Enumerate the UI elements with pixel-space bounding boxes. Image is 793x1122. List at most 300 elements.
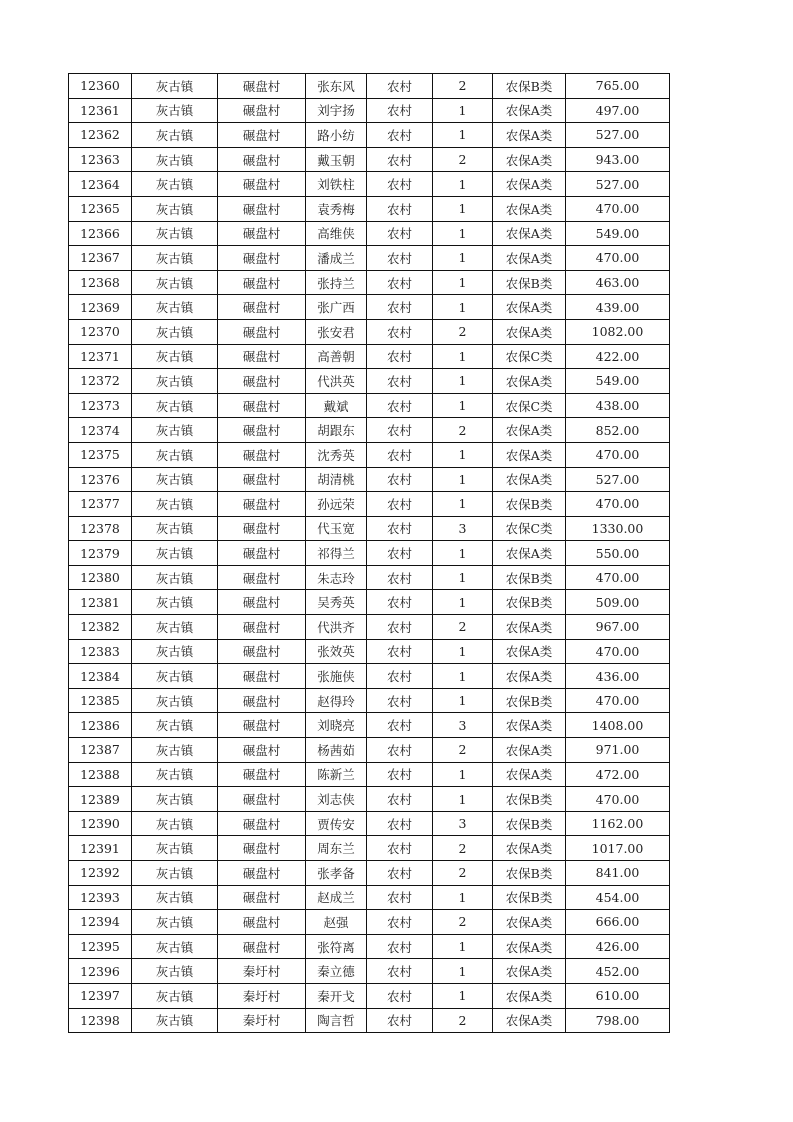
household-type-cell: 农村 bbox=[367, 811, 433, 836]
town-cell: 灰古镇 bbox=[132, 811, 218, 836]
table-row bbox=[69, 442, 670, 467]
member-count-cell: 1 bbox=[433, 541, 493, 566]
amount-cell: 943.00 bbox=[566, 147, 670, 172]
town-cell: 灰古镇 bbox=[132, 565, 218, 590]
row-id-cell: 12396 bbox=[69, 959, 132, 984]
insurance-category-cell: 农保B类 bbox=[493, 270, 566, 295]
person-name-cell: 赵成兰 bbox=[306, 885, 367, 910]
table-row bbox=[69, 590, 670, 615]
member-count-cell: 2 bbox=[433, 910, 493, 935]
person-name-cell: 赵强 bbox=[306, 910, 367, 935]
household-type-cell: 农村 bbox=[367, 74, 433, 99]
amount-cell: 549.00 bbox=[566, 369, 670, 394]
household-type-cell: 农村 bbox=[367, 615, 433, 640]
insurance-category-cell: 农保B类 bbox=[493, 492, 566, 517]
insurance-category-cell: 农保A类 bbox=[493, 762, 566, 787]
row-id-cell: 12376 bbox=[69, 467, 132, 492]
amount-cell: 439.00 bbox=[566, 295, 670, 320]
table-row bbox=[69, 344, 670, 369]
person-name-cell: 刘宇扬 bbox=[306, 98, 367, 123]
person-name-cell: 刘晓亮 bbox=[306, 713, 367, 738]
row-id-cell: 12387 bbox=[69, 738, 132, 763]
table-row bbox=[69, 98, 670, 123]
insurance-category-cell: 农保A类 bbox=[493, 369, 566, 394]
person-name-cell: 张东风 bbox=[306, 74, 367, 99]
insurance-category-cell: 农保C类 bbox=[493, 344, 566, 369]
row-id-cell: 12384 bbox=[69, 664, 132, 689]
table-row bbox=[69, 418, 670, 443]
table-row bbox=[69, 615, 670, 640]
town-cell: 灰古镇 bbox=[132, 369, 218, 394]
row-id-cell: 12378 bbox=[69, 516, 132, 541]
member-count-cell: 1 bbox=[433, 565, 493, 590]
household-type-cell: 农村 bbox=[367, 910, 433, 935]
member-count-cell: 1 bbox=[433, 467, 493, 492]
table-row bbox=[69, 369, 670, 394]
amount-cell: 470.00 bbox=[566, 196, 670, 221]
town-cell: 灰古镇 bbox=[132, 270, 218, 295]
town-cell: 灰古镇 bbox=[132, 861, 218, 886]
member-count-cell: 1 bbox=[433, 344, 493, 369]
member-count-cell: 1 bbox=[433, 934, 493, 959]
row-id-cell: 12374 bbox=[69, 418, 132, 443]
insurance-category-cell: 农保A类 bbox=[493, 713, 566, 738]
row-id-cell: 12394 bbox=[69, 910, 132, 935]
table-row bbox=[69, 270, 670, 295]
person-name-cell: 张持兰 bbox=[306, 270, 367, 295]
village-cell: 碾盘村 bbox=[218, 172, 306, 197]
amount-cell: 527.00 bbox=[566, 172, 670, 197]
table-row bbox=[69, 1008, 670, 1033]
member-count-cell: 2 bbox=[433, 147, 493, 172]
household-type-cell: 农村 bbox=[367, 270, 433, 295]
row-id-cell: 12369 bbox=[69, 295, 132, 320]
village-cell: 碾盘村 bbox=[218, 221, 306, 246]
insurance-category-cell: 农保B类 bbox=[493, 861, 566, 886]
person-name-cell: 张安君 bbox=[306, 319, 367, 344]
member-count-cell: 1 bbox=[433, 492, 493, 517]
village-cell: 碾盘村 bbox=[218, 885, 306, 910]
household-type-cell: 农村 bbox=[367, 393, 433, 418]
insurance-category-cell: 农保B类 bbox=[493, 565, 566, 590]
town-cell: 灰古镇 bbox=[132, 221, 218, 246]
household-type-cell: 农村 bbox=[367, 492, 433, 517]
amount-cell: 438.00 bbox=[566, 393, 670, 418]
village-cell: 碾盘村 bbox=[218, 861, 306, 886]
table-row bbox=[69, 319, 670, 344]
town-cell: 灰古镇 bbox=[132, 590, 218, 615]
village-cell: 碾盘村 bbox=[218, 516, 306, 541]
row-id-cell: 12381 bbox=[69, 590, 132, 615]
person-name-cell: 刘铁柱 bbox=[306, 172, 367, 197]
insurance-category-cell: 农保B类 bbox=[493, 74, 566, 99]
member-count-cell: 2 bbox=[433, 319, 493, 344]
row-id-cell: 12366 bbox=[69, 221, 132, 246]
village-cell: 碾盘村 bbox=[218, 565, 306, 590]
village-cell: 碾盘村 bbox=[218, 639, 306, 664]
table-row bbox=[69, 664, 670, 689]
village-cell: 碾盘村 bbox=[218, 664, 306, 689]
member-count-cell: 2 bbox=[433, 418, 493, 443]
town-cell: 灰古镇 bbox=[132, 196, 218, 221]
row-id-cell: 12364 bbox=[69, 172, 132, 197]
person-name-cell: 袁秀梅 bbox=[306, 196, 367, 221]
member-count-cell: 2 bbox=[433, 738, 493, 763]
town-cell: 灰古镇 bbox=[132, 688, 218, 713]
household-type-cell: 农村 bbox=[367, 147, 433, 172]
insurance-category-cell: 农保A类 bbox=[493, 615, 566, 640]
amount-cell: 527.00 bbox=[566, 123, 670, 148]
row-id-cell: 12397 bbox=[69, 983, 132, 1008]
town-cell: 灰古镇 bbox=[132, 393, 218, 418]
table-row bbox=[69, 172, 670, 197]
town-cell: 灰古镇 bbox=[132, 836, 218, 861]
member-count-cell: 1 bbox=[433, 590, 493, 615]
row-id-cell: 12392 bbox=[69, 861, 132, 886]
person-name-cell: 潘成兰 bbox=[306, 246, 367, 271]
village-cell: 碾盘村 bbox=[218, 196, 306, 221]
village-cell: 碾盘村 bbox=[218, 74, 306, 99]
person-name-cell: 朱志玲 bbox=[306, 565, 367, 590]
household-type-cell: 农村 bbox=[367, 172, 433, 197]
row-id-cell: 12388 bbox=[69, 762, 132, 787]
town-cell: 灰古镇 bbox=[132, 541, 218, 566]
person-name-cell: 代洪英 bbox=[306, 369, 367, 394]
insurance-category-cell: 农保A类 bbox=[493, 738, 566, 763]
town-cell: 灰古镇 bbox=[132, 787, 218, 812]
village-cell: 碾盘村 bbox=[218, 467, 306, 492]
amount-cell: 509.00 bbox=[566, 590, 670, 615]
town-cell: 灰古镇 bbox=[132, 762, 218, 787]
insurance-category-cell: 农保A类 bbox=[493, 442, 566, 467]
member-count-cell: 1 bbox=[433, 787, 493, 812]
amount-cell: 610.00 bbox=[566, 983, 670, 1008]
town-cell: 灰古镇 bbox=[132, 172, 218, 197]
insurance-category-cell: 农保A类 bbox=[493, 418, 566, 443]
household-type-cell: 农村 bbox=[367, 590, 433, 615]
household-type-cell: 农村 bbox=[367, 516, 433, 541]
row-id-cell: 12385 bbox=[69, 688, 132, 713]
member-count-cell: 1 bbox=[433, 172, 493, 197]
amount-cell: 470.00 bbox=[566, 565, 670, 590]
amount-cell: 841.00 bbox=[566, 861, 670, 886]
member-count-cell: 1 bbox=[433, 762, 493, 787]
row-id-cell: 12377 bbox=[69, 492, 132, 517]
village-cell: 碾盘村 bbox=[218, 442, 306, 467]
household-type-cell: 农村 bbox=[367, 787, 433, 812]
person-name-cell: 胡跟东 bbox=[306, 418, 367, 443]
insurance-category-cell: 农保A类 bbox=[493, 1008, 566, 1033]
table-row bbox=[69, 762, 670, 787]
insurance-category-cell: 农保A类 bbox=[493, 541, 566, 566]
member-count-cell: 1 bbox=[433, 639, 493, 664]
row-id-cell: 12386 bbox=[69, 713, 132, 738]
amount-cell: 527.00 bbox=[566, 467, 670, 492]
household-type-cell: 农村 bbox=[367, 246, 433, 271]
table-row bbox=[69, 836, 670, 861]
household-type-cell: 农村 bbox=[367, 442, 433, 467]
amount-cell: 1082.00 bbox=[566, 319, 670, 344]
amount-cell: 765.00 bbox=[566, 74, 670, 99]
insurance-category-cell: 农保A类 bbox=[493, 246, 566, 271]
row-id-cell: 12365 bbox=[69, 196, 132, 221]
table-row bbox=[69, 639, 670, 664]
table-row bbox=[69, 787, 670, 812]
amount-cell: 497.00 bbox=[566, 98, 670, 123]
person-name-cell: 祁得兰 bbox=[306, 541, 367, 566]
town-cell: 灰古镇 bbox=[132, 639, 218, 664]
table-row bbox=[69, 393, 670, 418]
household-type-cell: 农村 bbox=[367, 418, 433, 443]
member-count-cell: 1 bbox=[433, 221, 493, 246]
row-id-cell: 12390 bbox=[69, 811, 132, 836]
person-name-cell: 秦立德 bbox=[306, 959, 367, 984]
household-type-cell: 农村 bbox=[367, 934, 433, 959]
insurance-category-cell: 农保A类 bbox=[493, 221, 566, 246]
town-cell: 灰古镇 bbox=[132, 934, 218, 959]
insurance-category-cell: 农保B类 bbox=[493, 885, 566, 910]
amount-cell: 436.00 bbox=[566, 664, 670, 689]
row-id-cell: 12398 bbox=[69, 1008, 132, 1033]
amount-cell: 463.00 bbox=[566, 270, 670, 295]
amount-cell: 470.00 bbox=[566, 688, 670, 713]
town-cell: 灰古镇 bbox=[132, 516, 218, 541]
person-name-cell: 周东兰 bbox=[306, 836, 367, 861]
amount-cell: 470.00 bbox=[566, 639, 670, 664]
household-type-cell: 农村 bbox=[367, 369, 433, 394]
row-id-cell: 12371 bbox=[69, 344, 132, 369]
person-name-cell: 陈新兰 bbox=[306, 762, 367, 787]
member-count-cell: 2 bbox=[433, 615, 493, 640]
person-name-cell: 张符离 bbox=[306, 934, 367, 959]
table-row bbox=[69, 885, 670, 910]
village-cell: 碾盘村 bbox=[218, 541, 306, 566]
person-name-cell: 高维侠 bbox=[306, 221, 367, 246]
subsidy-table bbox=[68, 73, 670, 1033]
household-type-cell: 农村 bbox=[367, 344, 433, 369]
household-type-cell: 农村 bbox=[367, 713, 433, 738]
village-cell: 碾盘村 bbox=[218, 836, 306, 861]
member-count-cell: 1 bbox=[433, 98, 493, 123]
town-cell: 灰古镇 bbox=[132, 664, 218, 689]
insurance-category-cell: 农保A类 bbox=[493, 98, 566, 123]
member-count-cell: 1 bbox=[433, 688, 493, 713]
member-count-cell: 1 bbox=[433, 123, 493, 148]
member-count-cell: 1 bbox=[433, 664, 493, 689]
table-row bbox=[69, 516, 670, 541]
member-count-cell: 2 bbox=[433, 74, 493, 99]
amount-cell: 470.00 bbox=[566, 246, 670, 271]
town-cell: 灰古镇 bbox=[132, 983, 218, 1008]
person-name-cell: 贾传安 bbox=[306, 811, 367, 836]
table-row bbox=[69, 492, 670, 517]
town-cell: 灰古镇 bbox=[132, 123, 218, 148]
row-id-cell: 12372 bbox=[69, 369, 132, 394]
household-type-cell: 农村 bbox=[367, 836, 433, 861]
insurance-category-cell: 农保A类 bbox=[493, 196, 566, 221]
amount-cell: 422.00 bbox=[566, 344, 670, 369]
town-cell: 灰古镇 bbox=[132, 885, 218, 910]
member-count-cell: 3 bbox=[433, 811, 493, 836]
person-name-cell: 吴秀英 bbox=[306, 590, 367, 615]
person-name-cell: 张施侠 bbox=[306, 664, 367, 689]
household-type-cell: 农村 bbox=[367, 1008, 433, 1033]
village-cell: 碾盘村 bbox=[218, 147, 306, 172]
insurance-category-cell: 农保A类 bbox=[493, 319, 566, 344]
insurance-category-cell: 农保C类 bbox=[493, 393, 566, 418]
person-name-cell: 戴斌 bbox=[306, 393, 367, 418]
household-type-cell: 农村 bbox=[367, 738, 433, 763]
member-count-cell: 3 bbox=[433, 713, 493, 738]
person-name-cell: 张效英 bbox=[306, 639, 367, 664]
amount-cell: 470.00 bbox=[566, 492, 670, 517]
household-type-cell: 农村 bbox=[367, 467, 433, 492]
table-row bbox=[69, 934, 670, 959]
household-type-cell: 农村 bbox=[367, 639, 433, 664]
row-id-cell: 12380 bbox=[69, 565, 132, 590]
village-cell: 碾盘村 bbox=[218, 688, 306, 713]
amount-cell: 470.00 bbox=[566, 787, 670, 812]
row-id-cell: 12395 bbox=[69, 934, 132, 959]
town-cell: 灰古镇 bbox=[132, 713, 218, 738]
town-cell: 灰古镇 bbox=[132, 910, 218, 935]
insurance-category-cell: 农保A类 bbox=[493, 172, 566, 197]
row-id-cell: 12389 bbox=[69, 787, 132, 812]
insurance-category-cell: 农保B类 bbox=[493, 688, 566, 713]
table-row bbox=[69, 74, 670, 99]
household-type-cell: 农村 bbox=[367, 861, 433, 886]
table-row bbox=[69, 565, 670, 590]
insurance-category-cell: 农保A类 bbox=[493, 959, 566, 984]
village-cell: 秦圩村 bbox=[218, 959, 306, 984]
town-cell: 灰古镇 bbox=[132, 1008, 218, 1033]
person-name-cell: 代洪齐 bbox=[306, 615, 367, 640]
town-cell: 灰古镇 bbox=[132, 442, 218, 467]
table-row bbox=[69, 246, 670, 271]
table-row bbox=[69, 147, 670, 172]
household-type-cell: 农村 bbox=[367, 983, 433, 1008]
amount-cell: 852.00 bbox=[566, 418, 670, 443]
amount-cell: 470.00 bbox=[566, 442, 670, 467]
person-name-cell: 路小纺 bbox=[306, 123, 367, 148]
person-name-cell: 陶言哲 bbox=[306, 1008, 367, 1033]
person-name-cell: 赵得玲 bbox=[306, 688, 367, 713]
household-type-cell: 农村 bbox=[367, 319, 433, 344]
table-row bbox=[69, 738, 670, 763]
village-cell: 碾盘村 bbox=[218, 934, 306, 959]
insurance-category-cell: 农保B类 bbox=[493, 787, 566, 812]
town-cell: 灰古镇 bbox=[132, 246, 218, 271]
table-row bbox=[69, 688, 670, 713]
member-count-cell: 2 bbox=[433, 836, 493, 861]
member-count-cell: 1 bbox=[433, 246, 493, 271]
village-cell: 碾盘村 bbox=[218, 295, 306, 320]
amount-cell: 550.00 bbox=[566, 541, 670, 566]
household-type-cell: 农村 bbox=[367, 885, 433, 910]
household-type-cell: 农村 bbox=[367, 541, 433, 566]
town-cell: 灰古镇 bbox=[132, 492, 218, 517]
town-cell: 灰古镇 bbox=[132, 467, 218, 492]
member-count-cell: 1 bbox=[433, 295, 493, 320]
table-row bbox=[69, 196, 670, 221]
member-count-cell: 2 bbox=[433, 1008, 493, 1033]
amount-cell: 549.00 bbox=[566, 221, 670, 246]
person-name-cell: 张孝备 bbox=[306, 861, 367, 886]
person-name-cell: 孙远荣 bbox=[306, 492, 367, 517]
member-count-cell: 1 bbox=[433, 959, 493, 984]
amount-cell: 1017.00 bbox=[566, 836, 670, 861]
member-count-cell: 1 bbox=[433, 369, 493, 394]
village-cell: 碾盘村 bbox=[218, 787, 306, 812]
row-id-cell: 12362 bbox=[69, 123, 132, 148]
row-id-cell: 12383 bbox=[69, 639, 132, 664]
household-type-cell: 农村 bbox=[367, 664, 433, 689]
town-cell: 灰古镇 bbox=[132, 344, 218, 369]
row-id-cell: 12373 bbox=[69, 393, 132, 418]
member-count-cell: 1 bbox=[433, 983, 493, 1008]
person-name-cell: 刘志侠 bbox=[306, 787, 367, 812]
village-cell: 碾盘村 bbox=[218, 369, 306, 394]
village-cell: 碾盘村 bbox=[218, 123, 306, 148]
household-type-cell: 农村 bbox=[367, 123, 433, 148]
insurance-category-cell: 农保A类 bbox=[493, 910, 566, 935]
table-row bbox=[69, 123, 670, 148]
member-count-cell: 1 bbox=[433, 885, 493, 910]
row-id-cell: 12360 bbox=[69, 74, 132, 99]
household-type-cell: 农村 bbox=[367, 959, 433, 984]
table-row bbox=[69, 959, 670, 984]
town-cell: 灰古镇 bbox=[132, 738, 218, 763]
row-id-cell: 12367 bbox=[69, 246, 132, 271]
row-id-cell: 12361 bbox=[69, 98, 132, 123]
amount-cell: 971.00 bbox=[566, 738, 670, 763]
village-cell: 碾盘村 bbox=[218, 590, 306, 615]
village-cell: 碾盘村 bbox=[218, 738, 306, 763]
row-id-cell: 12393 bbox=[69, 885, 132, 910]
village-cell: 碾盘村 bbox=[218, 270, 306, 295]
person-name-cell: 沈秀英 bbox=[306, 442, 367, 467]
town-cell: 灰古镇 bbox=[132, 98, 218, 123]
insurance-category-cell: 农保A类 bbox=[493, 664, 566, 689]
village-cell: 碾盘村 bbox=[218, 418, 306, 443]
household-type-cell: 农村 bbox=[367, 688, 433, 713]
table-row bbox=[69, 221, 670, 246]
table-row bbox=[69, 910, 670, 935]
row-id-cell: 12368 bbox=[69, 270, 132, 295]
row-id-cell: 12363 bbox=[69, 147, 132, 172]
insurance-category-cell: 农保A类 bbox=[493, 934, 566, 959]
row-id-cell: 12379 bbox=[69, 541, 132, 566]
household-type-cell: 农村 bbox=[367, 196, 433, 221]
village-cell: 碾盘村 bbox=[218, 393, 306, 418]
town-cell: 灰古镇 bbox=[132, 147, 218, 172]
member-count-cell: 1 bbox=[433, 196, 493, 221]
village-cell: 碾盘村 bbox=[218, 713, 306, 738]
person-name-cell: 戴玉朝 bbox=[306, 147, 367, 172]
insurance-category-cell: 农保B类 bbox=[493, 590, 566, 615]
village-cell: 碾盘村 bbox=[218, 344, 306, 369]
amount-cell: 967.00 bbox=[566, 615, 670, 640]
town-cell: 灰古镇 bbox=[132, 959, 218, 984]
member-count-cell: 1 bbox=[433, 442, 493, 467]
village-cell: 碾盘村 bbox=[218, 910, 306, 935]
insurance-category-cell: 农保A类 bbox=[493, 836, 566, 861]
table-row bbox=[69, 541, 670, 566]
table-row bbox=[69, 861, 670, 886]
row-id-cell: 12370 bbox=[69, 319, 132, 344]
insurance-category-cell: 农保A类 bbox=[493, 295, 566, 320]
household-type-cell: 农村 bbox=[367, 565, 433, 590]
